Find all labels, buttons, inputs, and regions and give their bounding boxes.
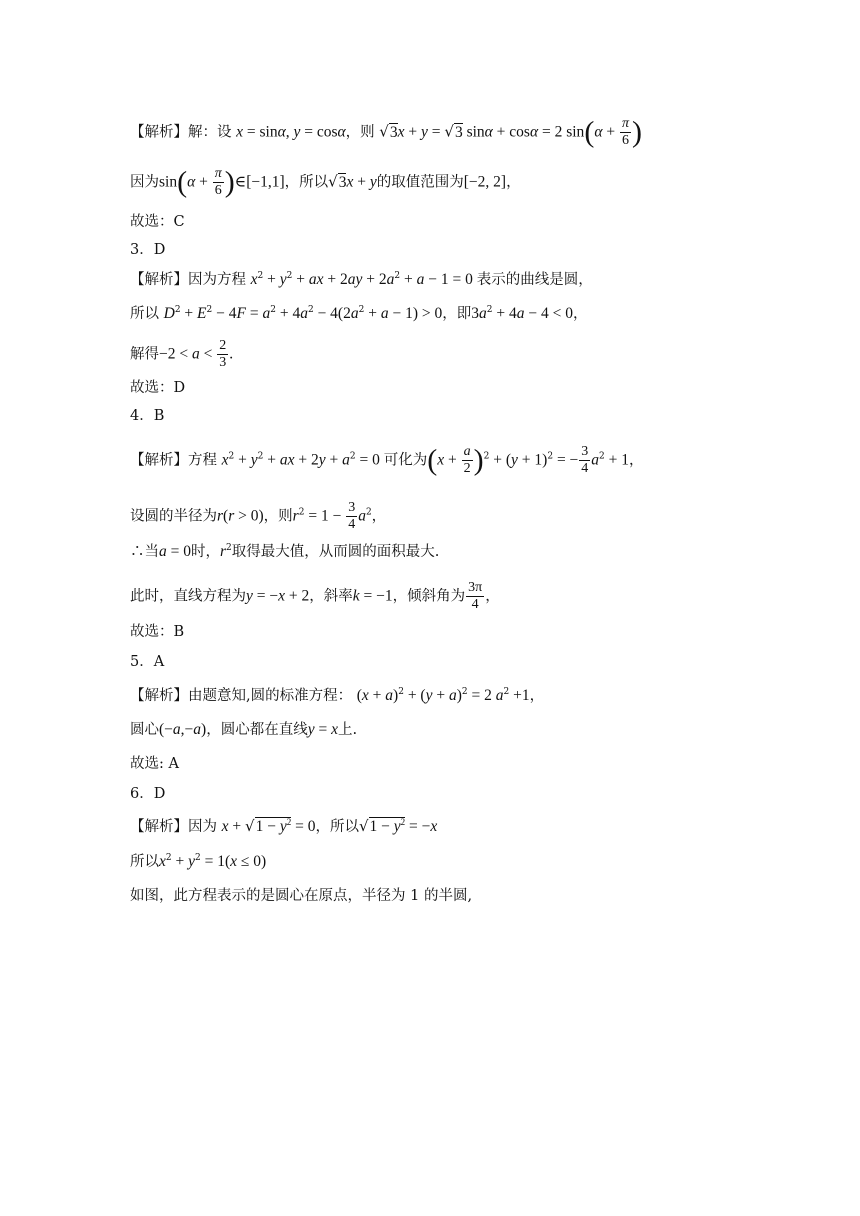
- question-number: 4．B: [130, 408, 165, 424]
- answer-line: 故选: A: [130, 756, 179, 772]
- solution-line: ∴当a = 0时，$r^2$取得最大值，从而圆的面积最大.: [130, 543, 440, 560]
- solution-line: 解得−2 < a < $\frac{2}{3}$ .: [130, 338, 234, 370]
- solution-line: 所以$x^2 + y^2 = 1(x \le 0)$: [130, 853, 267, 870]
- analysis-label: 【解析】: [130, 819, 188, 835]
- solution-line: 【解析】方程 $x^2 + y^2$ + ax + $2y + a^2 = 0$ 可化为(x + $\frac{a}{2}$ )$^2 + (y + 1)^2$ = − $\frac{3}{4}$ $a^2 + 1$，: [130, 443, 644, 477]
- solution-line: 【解析】由题意知,圆的标准方程： $(x + a)^2 + (y + a)^2 = 2$ $a^2 +1$，: [130, 687, 545, 704]
- solution-line: 所以 $D^2 + E^2 - 4F = a^2 + 4a^2 - 4(2a^2 + a - 1) > 0$，即$3a^2 + 4a - 4 < 0$，: [130, 305, 588, 322]
- solution-line: 圆心(−a,−a)，圆心都在直线y = x上.: [130, 721, 358, 738]
- solution-line: 此时，直线方程为y = −x + 2，斜率k = −1，倾斜角为 $\frac{3\pi}{4}$ ，: [130, 580, 500, 612]
- answer-line: 故选：B: [130, 624, 185, 640]
- solution-line: 【解析】因为 $x + √1 - y^2 = 0$，所以$√1 - y^2 = -x$: [130, 816, 438, 835]
- answer-line: 故选：C: [130, 214, 185, 230]
- question-number: 6．D: [130, 786, 166, 802]
- solution-line: 因为sin(α + $\frac{\pi}{6}$ )∈[−1,1]，所以√3x + y的取值范围为[−2, 2]，: [130, 165, 521, 199]
- question-number: 5．A: [130, 654, 165, 670]
- solution-line: 设圆的半径为r(r > 0)，则$r^2 = 1$ − $\frac{3}{4}$ $a^2$，: [130, 500, 387, 532]
- answer-line: 故选：D: [130, 380, 186, 396]
- analysis-label: 【解析】: [130, 688, 188, 704]
- analysis-label: 【解析】: [130, 124, 188, 141]
- analysis-label: 【解析】: [130, 272, 188, 288]
- solution-line: 如图，此方程表示的是圆心在原点，半径为 1 的半圆,: [130, 888, 473, 904]
- analysis-label: 【解析】: [130, 452, 188, 469]
- solution-line: 【解析】因为方程 $x^2 + y^2$ + ax + $2ay + 2a^2 + a - 1 = 0$ 表示的曲线是圆，: [130, 271, 593, 288]
- question-number: 3．D: [130, 242, 166, 258]
- solution-line: 【解析】解：设 x = sinα, y = cosα，则 √3x + y = √3 sinα + cosα = 2 sin(α + $\frac{\pi}{6}$ ): [130, 115, 642, 149]
